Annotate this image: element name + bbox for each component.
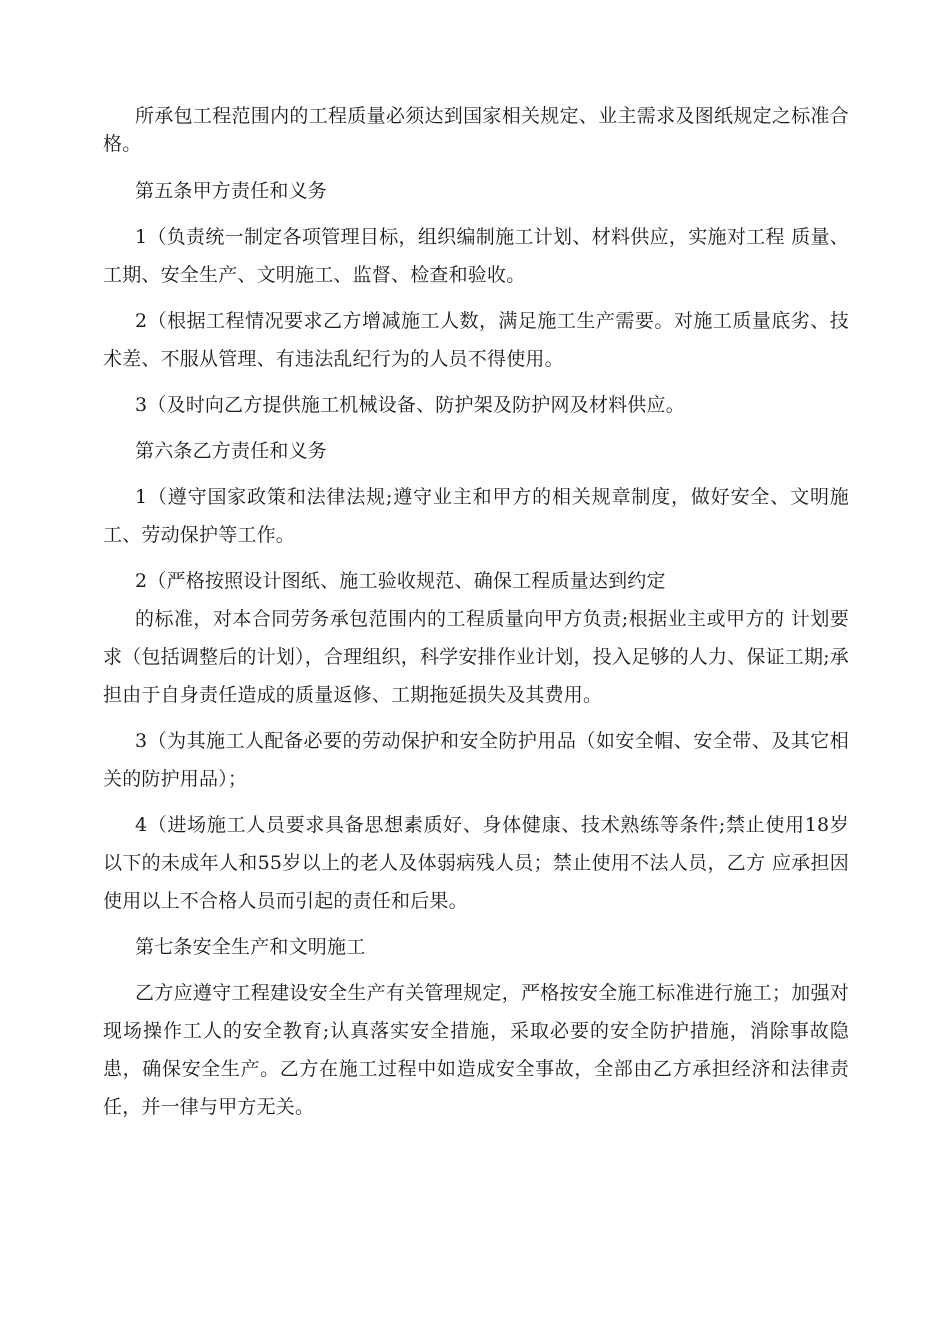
article-6-item-2-continued: 的标准，对本合同劳务承包范围内的工程质量向甲方负责;根据业主或甲方的 计划要求（包括调整后的计划），合理组织，科学安排作业计划，投入足够的人力、保证工期;承担由于自身责任造成的质量返修、工期拖延损失及其费用。: [103, 608, 849, 706]
article-7-heading: 第七条安全生产和文明施工: [135, 936, 366, 958]
article-5-item-3: 3（及时向乙方提供施工机械设备、防护架及防护网及材料供应。: [135, 394, 685, 416]
article-6-heading: 第六条乙方责任和义务: [135, 440, 328, 462]
article-5-heading: 第五条甲方责任和义务: [135, 180, 328, 202]
paragraph-quality-standard: 所承包工程范围内的工程质量必须达到国家相关规定、业主需求及图纸规定之标准合格。: [103, 105, 849, 155]
article-7-body: 乙方应遵守工程建设安全生产有关管理规定，严格按安全施工标准进行施工；加强对现场操作工人的安全教育;认真落实安全措施，采取必要的安全防护措施，消除事故隐患，确保安全生产。乙方在施工过程中如造成安全事故，全部由乙方承担经济和法律责任，并一律与甲方无关。: [103, 982, 849, 1118]
article-6-item-3: 3（为其施工人配备必要的劳动保护和安全防护用品（如安全帽、安全带、及其它相关的防护用品）；: [103, 730, 849, 790]
article-6-item-4: 4（进场施工人员要求具备思想素质好、身体健康、技术熟练等条件;禁止使用18岁以下的未成年人和55岁以上的老人及体弱病残人员；禁止使用不法人员，乙方 应承担因使用以上不合格人员而引起的责任和后果。: [103, 814, 849, 912]
article-5-item-1: 1（负责统一制定各项管理目标，组织编制施工计划、材料供应，实施对工程 质量、工期、安全生产、文明施工、监督、检查和验收。: [103, 226, 849, 286]
article-5-item-2: 2（根据工程情况要求乙方增减施工人数，满足施工生产需要。对施工质量底劣、技术差、不服从管理、有违法乱纪行为的人员不得使用。: [103, 310, 849, 370]
article-6-item-2: 2（严格按照设计图纸、施工验收规范、确保工程质量达到约定: [135, 570, 666, 592]
article-6-item-1: 1（遵守国家政策和法律法规;遵守业主和甲方的相关规章制度，做好安全、文明施工、劳动保护等工作。: [103, 486, 849, 546]
document-page: [103, 102, 849, 1134]
